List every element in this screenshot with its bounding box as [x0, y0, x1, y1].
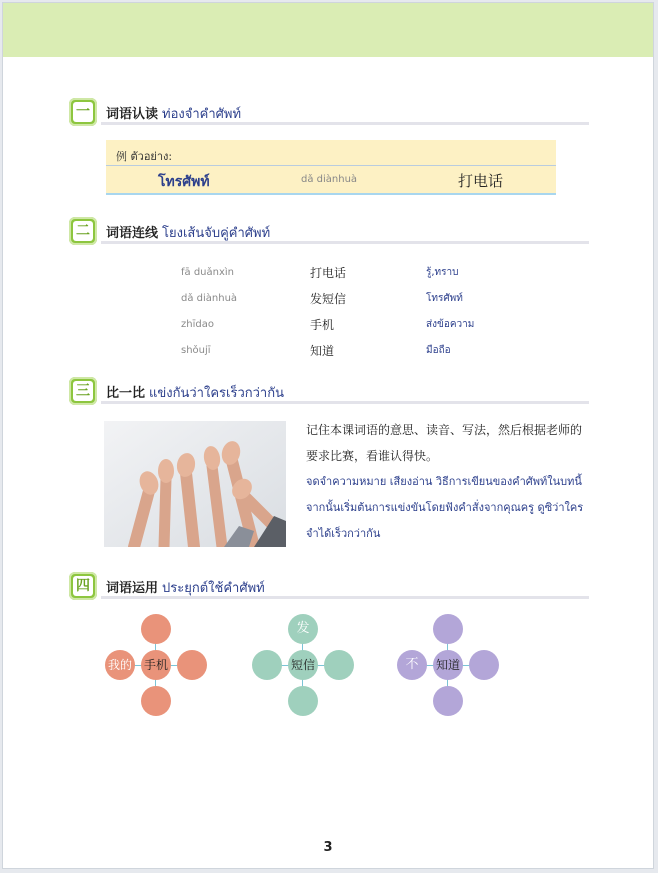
list-item: shǒujī [181, 345, 211, 356]
list-item: มือถือ [426, 345, 451, 356]
example-pinyin: dǎ diànhuà [301, 174, 358, 185]
section-number-badge: 二 [69, 217, 97, 245]
example-thai-word: โทรศัพท์ [158, 174, 210, 190]
compare-instructions [306, 417, 586, 547]
section-3-heading [69, 377, 589, 405]
list-item: โทรศัพท์ [426, 293, 463, 304]
center-word: 手机 [143, 658, 168, 672]
list-item: 手机 [310, 318, 335, 332]
page-number: 3 [323, 840, 333, 855]
list-item: 打电话 [310, 266, 347, 280]
section-rule [101, 596, 589, 599]
section-rule [101, 401, 589, 404]
list-item: 发短信 [310, 292, 347, 306]
matching-pinyin-column [181, 265, 237, 369]
list-item: fā duǎnxìn [181, 267, 235, 278]
textbook-page [2, 2, 654, 869]
modifier-circle: 发 [288, 614, 318, 644]
section-title: 词语连线 โยงเส้นจับคู่คำศัพท์ [106, 226, 271, 241]
list-item: dǎ diànhuà [181, 293, 238, 304]
section-4-heading [69, 572, 589, 600]
blank-circle [324, 650, 354, 680]
instruction-thai: จดจำความหมาย เสียงอ่าน วิธีการเขียนของคำศัพท์ในบทนี้ จากนั้นเริ่มต้นการแข่งขันโดยฟังคำสั่งจากคุณครู ดูซิว่าใครจำได้เร็วกว่ากัน [306, 475, 584, 540]
section-title: 词语认读 ท่องจำคำศัพท์ [106, 107, 242, 122]
section-number-badge: 三 [69, 377, 97, 405]
matching-thai-column [426, 265, 474, 369]
example-label: 例 ตัวอย่าง: [116, 150, 173, 163]
center-word: 知道 [435, 658, 460, 672]
blank-circle [141, 614, 171, 644]
matching-chinese-column [310, 265, 346, 369]
list-item: ส่งข้อความ [426, 319, 475, 330]
blank-circle [433, 614, 463, 644]
blank-circle [252, 650, 282, 680]
raised-hands-illustration [104, 421, 286, 547]
section-2-heading [69, 217, 589, 245]
section-title: 比一比 แข่งกันว่าใครเร็วกว่ากัน [106, 386, 284, 401]
example-box [106, 140, 556, 195]
blank-circle [141, 686, 171, 716]
section-number-badge: 四 [69, 572, 97, 600]
section-title: 词语运用 ประยุกต์ใช้คำศัพท์ [106, 581, 265, 596]
header-band [3, 3, 653, 57]
section-rule [101, 241, 589, 244]
blank-circle [433, 686, 463, 716]
section-1-heading [69, 98, 589, 126]
list-item: รู้,ทราบ [426, 267, 459, 278]
modifier-circle: 不 [397, 650, 427, 680]
list-item: 知道 [310, 344, 335, 358]
blank-circle [177, 650, 207, 680]
instruction-chinese: 记住本课词语的意思、读音、写法，然后根据老师的要求比赛，看谁认得快。 [306, 423, 583, 463]
list-item: zhīdao [181, 319, 214, 330]
modifier-circle: 我的 [105, 650, 135, 680]
center-word: 短信 [290, 658, 315, 672]
raised-hands-photo [104, 421, 286, 547]
section-number-badge: 一 [69, 98, 97, 126]
section-rule [101, 122, 589, 125]
blank-circle [469, 650, 499, 680]
example-chinese-word: 打电话 [458, 172, 504, 190]
blank-circle [288, 686, 318, 716]
